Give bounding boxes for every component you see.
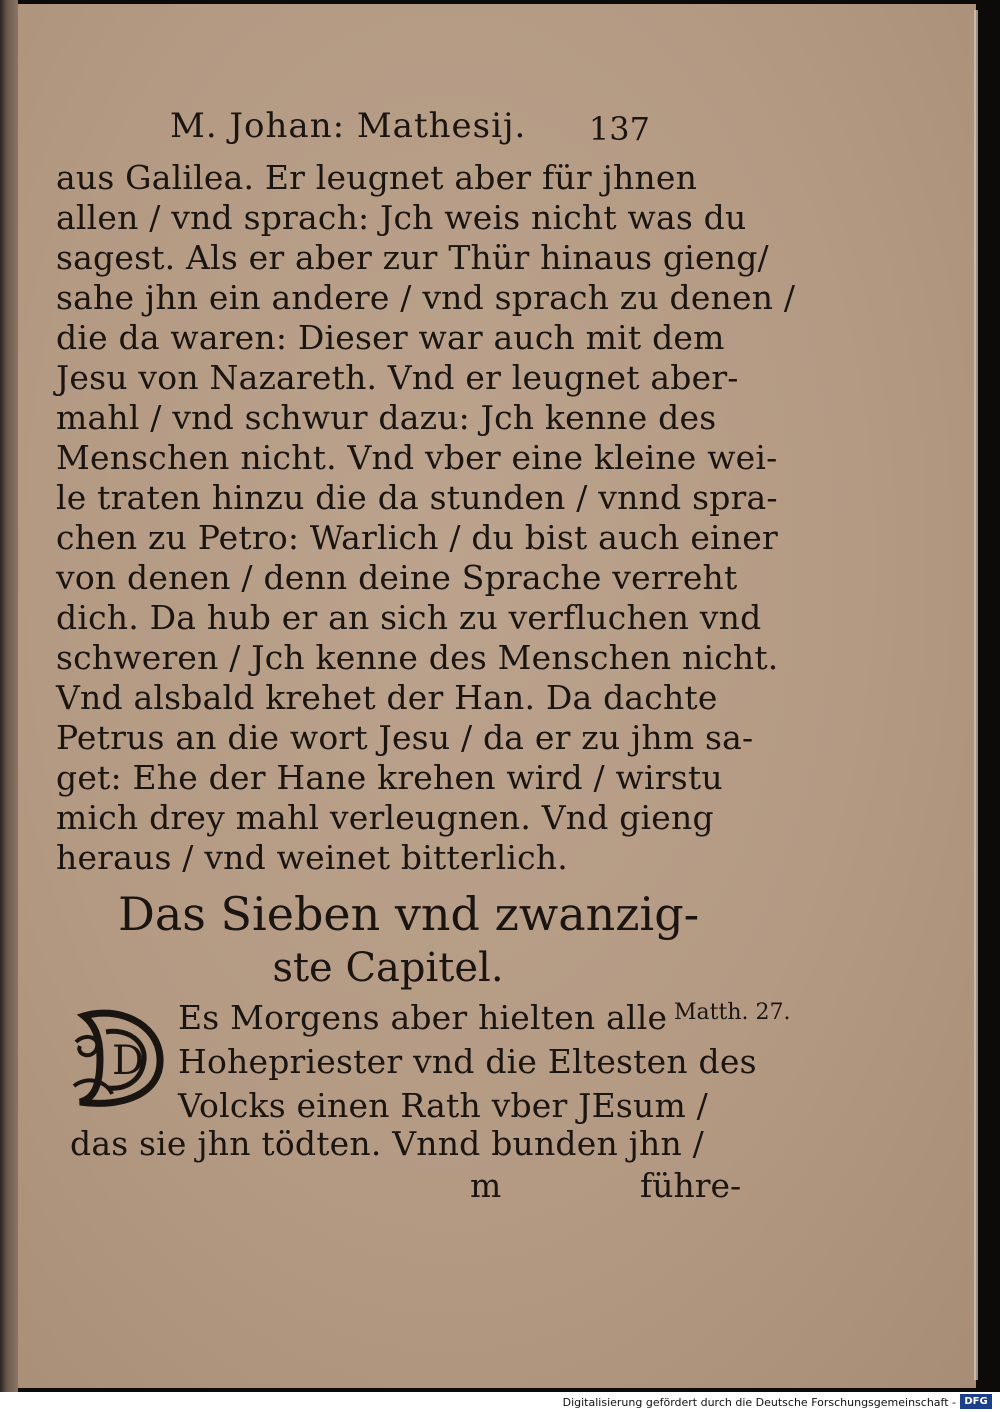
text-line: get: Ehe der Hane krehen wird / wirstu — [56, 758, 723, 797]
page-footer — [70, 1166, 742, 1210]
credit-text: Digitalisierung gefördert durch die Deutsche Forschungsgemeinschaft - — [562, 1396, 956, 1409]
text-line: Jesu von Nazareth. Vnd er leugnet aber- — [56, 358, 739, 397]
body-text — [56, 158, 796, 878]
signature-mark: m — [470, 1166, 502, 1205]
text-line: Hohepriester vnd die Eltesten des — [178, 1042, 757, 1081]
text-line: Es Morgens aber hielten alle — [178, 998, 668, 1037]
initial-ornament-icon — [66, 1002, 170, 1112]
dfg-logo: DFG — [960, 1394, 992, 1409]
decorated-initial — [66, 1002, 170, 1112]
text-line: aus Galilea. Er leugnet aber für jhnen — [56, 158, 698, 197]
text-line: sagest. Als er aber zur Thür hinaus gieng/ — [56, 238, 769, 277]
text-line: Volcks einen Rath vber JEsum / — [178, 1086, 708, 1125]
initial-letter: D — [112, 1038, 145, 1084]
chapter-title-line2: ste Capitel. — [272, 945, 504, 991]
text-line: Menschen nicht. Vnd vber eine kleine wei- — [56, 438, 778, 477]
chapter-heading — [118, 884, 700, 992]
text-line: allen / vnd sprach: Jch weis nicht was du — [56, 198, 747, 237]
text-line: dich. Da hub er an sich zu verfluchen vnd — [56, 598, 762, 637]
chapter-title-line1: Das Sieben vnd zwanzig- — [118, 887, 700, 941]
text-line: die da waren: Dieser war auch mit dem — [56, 318, 725, 357]
page-number: 137 — [588, 110, 650, 148]
text-line: heraus / vnd weinet bitterlich. — [56, 838, 568, 877]
catchword: führe- — [640, 1166, 742, 1205]
text-line: von denen / denn deine Sprache verreht — [56, 558, 738, 597]
text-line: sahe jhn ein andere / vnd sprach zu denen / — [56, 278, 796, 317]
text-line: mahl / vnd schwur dazu: Jch kenne des — [56, 398, 717, 437]
page-edge — [974, 10, 978, 1380]
text-line: das sie jhn tödten. Vnnd bunden jhn / — [70, 1124, 704, 1163]
text-line: chen zu Petro: Warlich / du bist auch einer — [56, 518, 778, 557]
text-line: Vnd alsbald krehet der Han. Da dachte — [56, 678, 718, 717]
text-line: schweren / Jch kenne des Menschen nicht. — [56, 638, 779, 677]
page-header — [170, 106, 650, 156]
text-line: le traten hinzu die da stunden / vnnd spra- — [56, 478, 778, 517]
running-head: M. Johan: Mathesij. — [170, 106, 527, 146]
text-line: Petrus an die wort Jesu / da er zu jhm sa- — [56, 718, 754, 757]
margin-note: Matth. 27. — [674, 1000, 791, 1025]
book-spine — [0, 0, 18, 1392]
text-line: mich drey mahl verleugnen. Vnd gieng — [56, 798, 714, 837]
chapter-text-full — [70, 1122, 704, 1166]
